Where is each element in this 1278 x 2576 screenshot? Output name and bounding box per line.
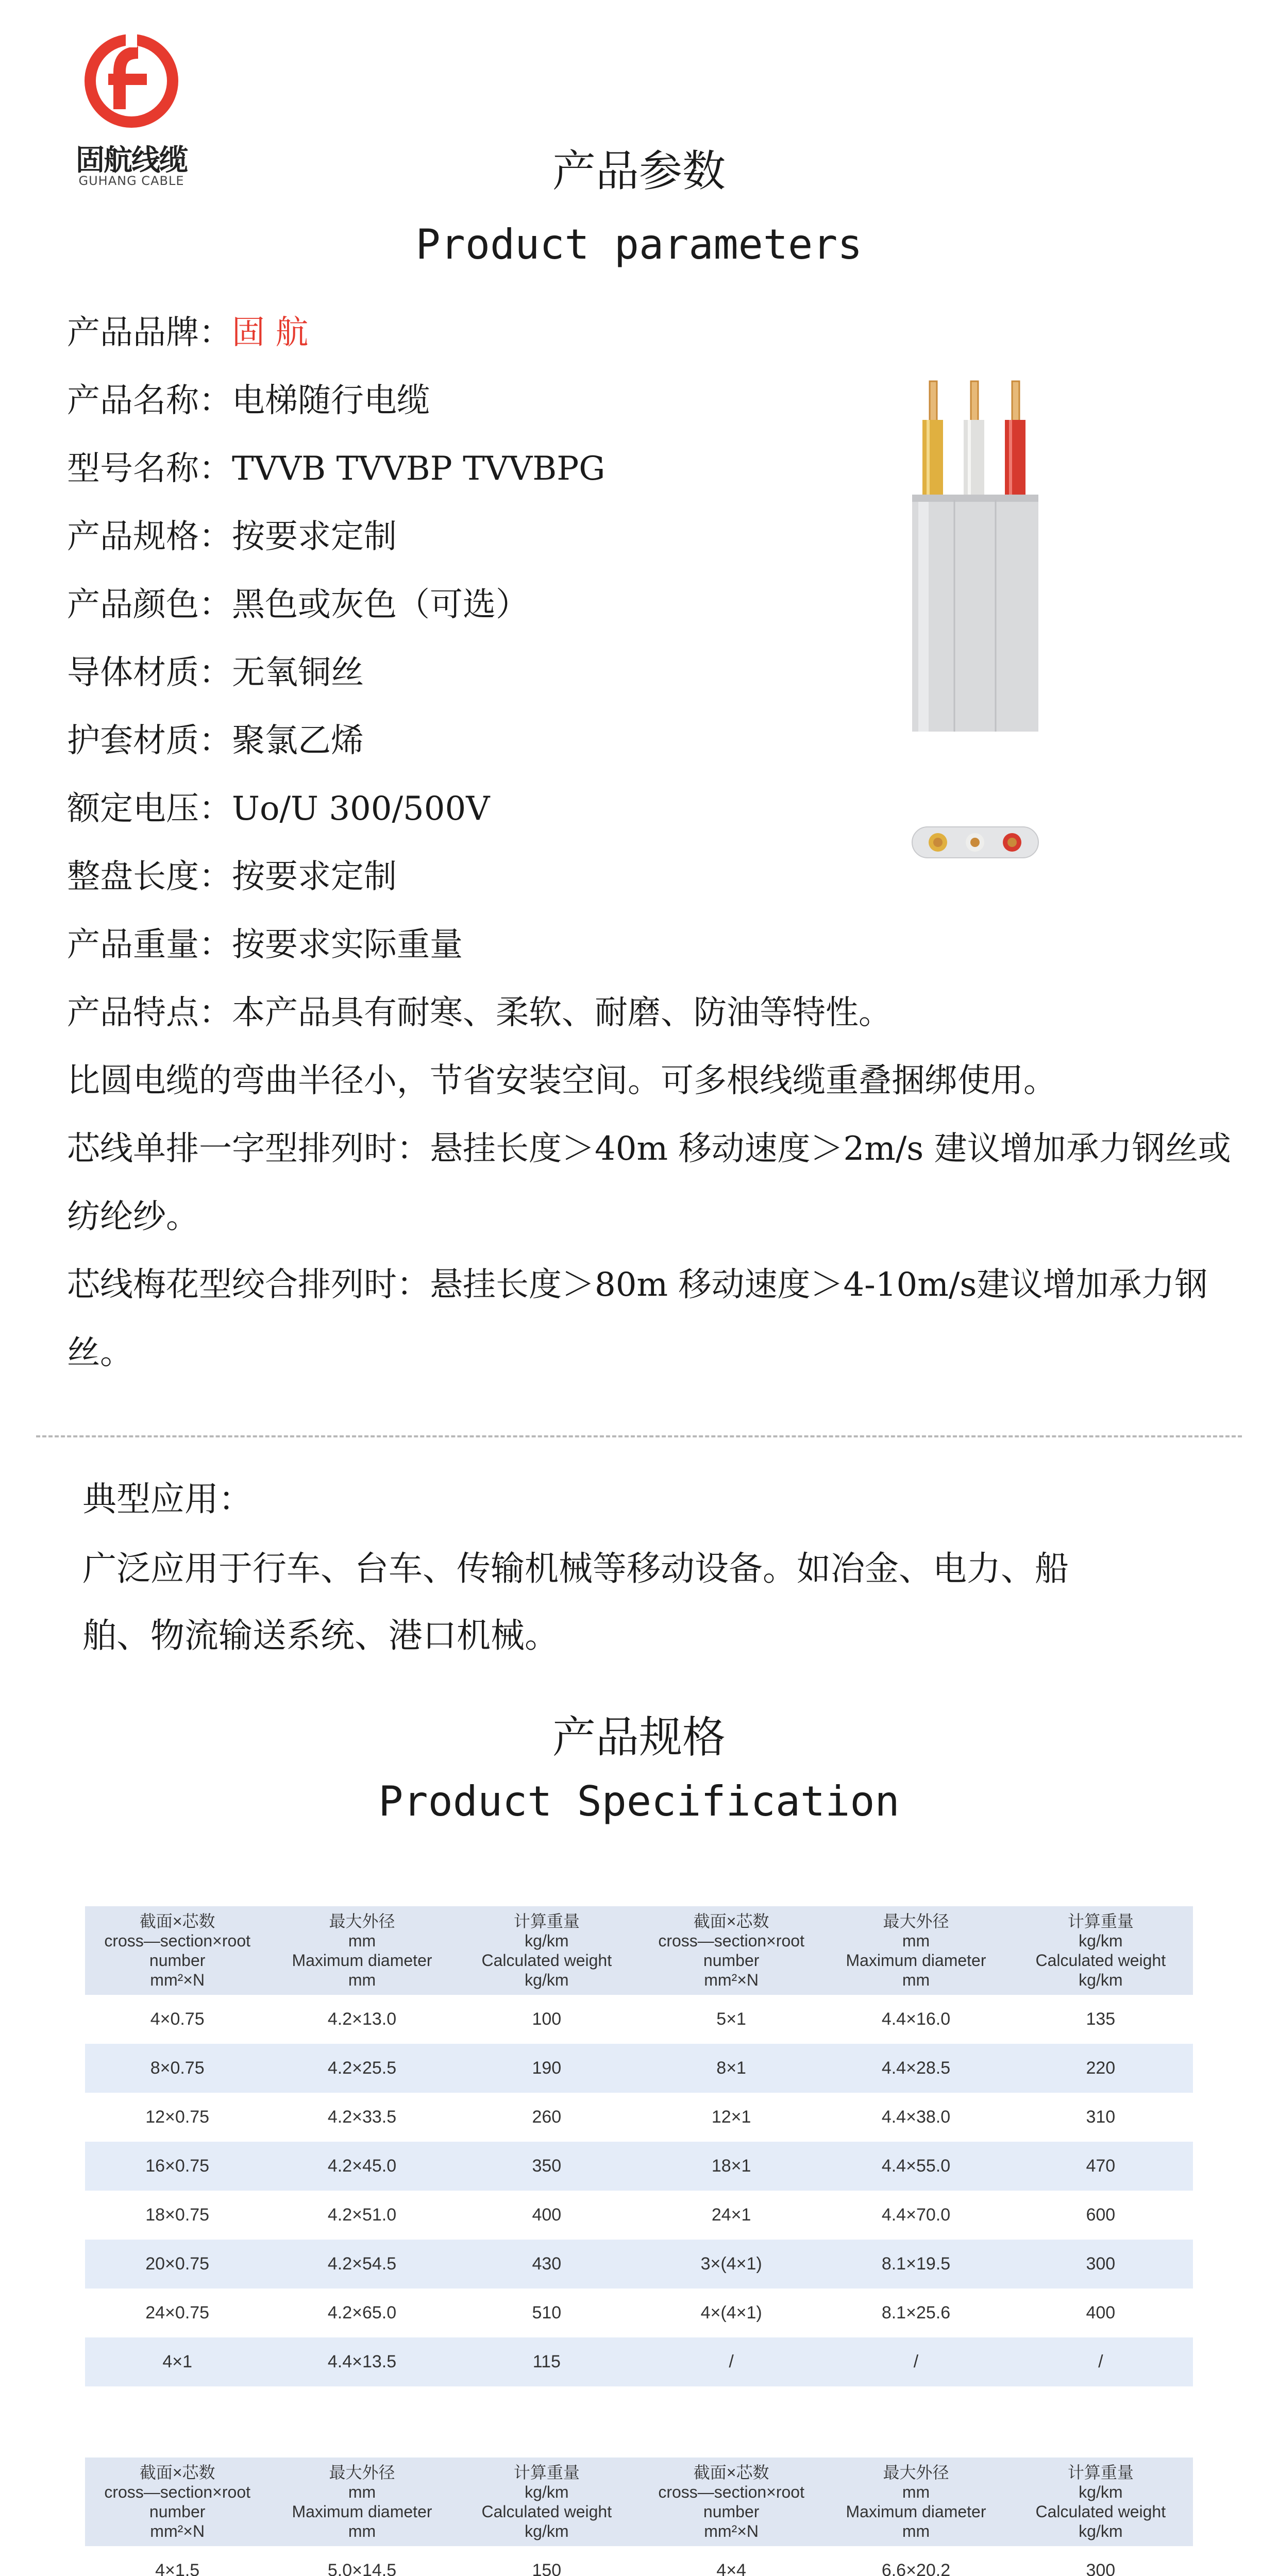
header-line: kg/km [1079,2483,1123,2501]
table-row [85,2289,1193,2337]
header-line: cross—section×root [104,1931,250,1950]
header-line: 截面×芯数 [693,2463,769,2482]
header-line: Calculated weight [481,2502,612,2521]
table-cell: 12×0.75 [85,2093,270,2142]
param-features [67,979,1252,1047]
param-value: 按要求定制 [232,518,397,556]
table-cell: 4.2×33.5 [270,2093,454,2142]
spec-table-2 [85,2458,1193,2576]
column-header [1008,1906,1193,1995]
table-row [85,2337,1193,2386]
param-label: 额定电压： [67,790,232,828]
param-conductor [67,639,1252,707]
header-line: Calculated weight [481,1951,612,1970]
header-line: kg/km [1079,1931,1123,1950]
header-line: cross—section×root [658,2483,804,2501]
param-spec [67,503,1252,571]
table-cell: 4.4×70.0 [823,2191,1008,2240]
table-cell: 4.4×38.0 [823,2093,1008,2142]
table-cell: 4.2×45.0 [270,2142,454,2191]
table-cell: 310 [1008,2093,1193,2142]
application-section [82,1463,1165,1669]
param-label: 型号名称： [67,450,232,488]
header-line: kg/km [525,2522,569,2540]
param-value: Uo/U 300/500V [232,790,490,828]
table-cell: 8.1×19.5 [823,2240,1008,2289]
header-line: mm²×N [704,1971,759,1989]
table-cell: 16×0.75 [85,2142,270,2191]
header-line: Maximum diameter [846,2502,986,2521]
column-header [455,2458,639,2546]
column-header [455,1906,639,1995]
table-cell: 4.4×13.5 [270,2337,454,2386]
header-line: cross—section×root [104,2483,250,2501]
header-line: 截面×芯数 [139,1912,215,1930]
header-line: mm [348,1971,376,1989]
table-cell: 135 [1008,1995,1193,2044]
header-line: kg/km [525,1931,569,1950]
header-line: 最大外径 [329,1912,395,1930]
table-row [85,2240,1193,2289]
table-cell: / [823,2337,1008,2386]
table-row [85,2142,1193,2191]
header-line: Calculated weight [1035,2502,1166,2521]
param-label: 产品名称： [67,382,232,420]
application-heading: 典型应用： [82,1479,253,1519]
param-value: 黑色或灰色（可选） [232,586,529,624]
param-label: 整盘长度： [67,858,232,896]
table-cell: 510 [455,2289,639,2337]
page-title: 产品参数 [552,146,726,196]
header-line: 计算重量 [1067,2463,1134,2482]
param-label: 产品重量： [67,926,232,964]
header-line: kg/km [1079,2522,1123,2540]
header-line: mm²×N [150,1971,205,1989]
param-label: 产品颜色： [67,586,232,624]
column-header [823,1906,1008,1995]
table-row [85,1995,1193,2044]
table-cell: 20×0.75 [85,2240,270,2289]
column-header [270,1906,454,1995]
table-cell: 260 [455,2093,639,2142]
param-label: 导体材质： [67,654,232,692]
table-cell: 400 [455,2191,639,2240]
header-line: kg/km [1079,1971,1123,1989]
header-line: 最大外径 [883,1912,949,1930]
column-header [639,2458,823,2546]
header-line: mm [348,2483,376,2501]
feature-line: 芯线梅花型绞合排列时：悬挂长度＞80m 移动速度＞4-10m/s建议增加承力钢丝。 [67,1266,1208,1372]
table-cell: 100 [455,1995,639,2044]
table-cell: 18×0.75 [85,2191,270,2240]
header-line: mm [902,1971,930,1989]
param-brand [67,299,1252,367]
column-header [823,2458,1008,2546]
brand-name: 固航线缆 [76,144,187,177]
table-cell: 190 [455,2044,639,2093]
table-cell: 4.2×65.0 [270,2289,454,2337]
table-cell: 8×0.75 [85,2044,270,2093]
table-cell: 4×0.75 [85,1995,270,2044]
table-cell: 24×1 [639,2191,823,2240]
spec-table-1 [85,1906,1193,2386]
header-line: mm [348,1931,376,1950]
header-line: Calculated weight [1035,1951,1166,1970]
application-text: 广泛应用于行车、台车、传输机械等移动设备。如冶金、电力、船舶、物流输送系统、港口机械。 [82,1549,1069,1655]
spec-title: 产品规格 [552,1712,726,1762]
param-value: 按要求定制 [232,858,397,896]
brand-logo-icon [82,32,180,130]
header-line: mm [348,2522,376,2540]
header-line: cross—section×root [658,1931,804,1950]
param-color [67,571,1252,639]
table-cell: 8.1×25.6 [823,2289,1008,2337]
column-header [270,2458,454,2546]
table-cell: 150 [455,2546,639,2576]
table-cell: 400 [1008,2289,1193,2337]
header-line: mm [902,1931,930,1950]
param-name [67,367,1252,435]
param-label: 产品品牌： [67,314,232,352]
header-line: 计算重量 [513,2463,580,2482]
page-subtitle: Product parameters [415,221,863,268]
table-cell: / [639,2337,823,2386]
column-header [85,2458,270,2546]
feature-line: 比圆电缆的弯曲半径小，节省安装空间。可多根线缆重叠捆绑使用。 [67,1062,1056,1100]
section-divider [36,1435,1242,1437]
table-cell: 4.2×51.0 [270,2191,454,2240]
column-header [85,1906,270,1995]
table-cell: 18×1 [639,2142,823,2191]
param-label: 产品特点： [67,994,232,1032]
table-cell: 3×(4×1) [639,2240,823,2289]
header-line: Maximum diameter [292,2502,432,2521]
table-cell: 600 [1008,2191,1193,2240]
table-cell: 4×4 [639,2546,823,2576]
param-label: 护套材质： [67,722,232,760]
table-cell: 220 [1008,2044,1193,2093]
table-row [85,2044,1193,2093]
table-cell: 350 [455,2142,639,2191]
cable-image [907,371,1051,866]
header-line: 截面×芯数 [139,2463,215,2482]
table-cell: 4.4×16.0 [823,1995,1008,2044]
table-cell: 12×1 [639,2093,823,2142]
header-line: 计算重量 [1067,1912,1134,1930]
column-header [639,1906,823,1995]
header-line: number [149,1951,206,1970]
header-line: 计算重量 [513,1912,580,1930]
param-value: 电梯随行电缆 [232,382,430,420]
table-cell: / [1008,2337,1193,2386]
header-line: number [149,2502,206,2521]
header-line: kg/km [525,1971,569,1989]
param-length [67,843,1252,911]
table-cell: 4.2×13.0 [270,1995,454,2044]
table-cell: 300 [1008,2546,1193,2576]
table-cell: 5.0×14.5 [270,2546,454,2576]
table-cell: 300 [1008,2240,1193,2289]
table-cell: 115 [455,2337,639,2386]
table-cell: 6.6×20.2 [823,2546,1008,2576]
header-line: kg/km [525,2483,569,2501]
table-row [85,2191,1193,2240]
header-line: 截面×芯数 [693,1912,769,1930]
header-line: mm [902,2522,930,2540]
header-line: number [703,1951,760,1970]
table-cell: 24×0.75 [85,2289,270,2337]
header-line: mm²×N [150,2522,205,2540]
table-cell: 4×(4×1) [639,2289,823,2337]
table-cell: 4.2×25.5 [270,2044,454,2093]
table-cell: 5×1 [639,1995,823,2044]
table-cell: 4×1 [85,2337,270,2386]
param-voltage [67,775,1252,843]
table-cell: 4.2×54.5 [270,2240,454,2289]
table-cell: 4×1.5 [85,2546,270,2576]
table-cell: 430 [455,2240,639,2289]
header-line: mm²×N [704,2522,759,2540]
header-line: number [703,2502,760,2521]
param-value: 本产品具有耐寒、柔软、耐磨、防油等特性。 [232,994,892,1032]
table-cell: 4.4×28.5 [823,2044,1008,2093]
table-row [85,2546,1193,2576]
table-row [85,2093,1193,2142]
table-cell: 470 [1008,2142,1193,2191]
param-value: 聚氯乙烯 [232,722,364,760]
spec-subtitle: Product Specification [378,1777,900,1825]
table-cell: 4.4×55.0 [823,2142,1008,2191]
param-label: 产品规格： [67,518,232,556]
header-line: 最大外径 [883,2463,949,2482]
param-value: 按要求实际重量 [232,926,463,964]
header-line: Maximum diameter [846,1951,986,1970]
brand-name-en: GUHANG CABLE [78,174,184,188]
feature-line: 芯线单排一字型排列时：悬挂长度＞40m 移动速度＞2m/s 建议增加承力钢丝或纺纶纱。 [67,1130,1231,1236]
parameter-list [67,299,1252,1387]
param-weight [67,911,1252,979]
param-sheath [67,707,1252,775]
column-header [1008,2458,1193,2546]
header-line: mm [902,2483,930,2501]
header-line: Maximum diameter [292,1951,432,1970]
table-cell: 8×1 [639,2044,823,2093]
param-value: TVVB TVVBP TVVBPG [232,450,606,488]
param-value: 无氧铜丝 [232,654,364,692]
header-line: 最大外径 [329,2463,395,2482]
param-value: 固 航 [232,314,309,352]
param-model [67,435,1252,503]
